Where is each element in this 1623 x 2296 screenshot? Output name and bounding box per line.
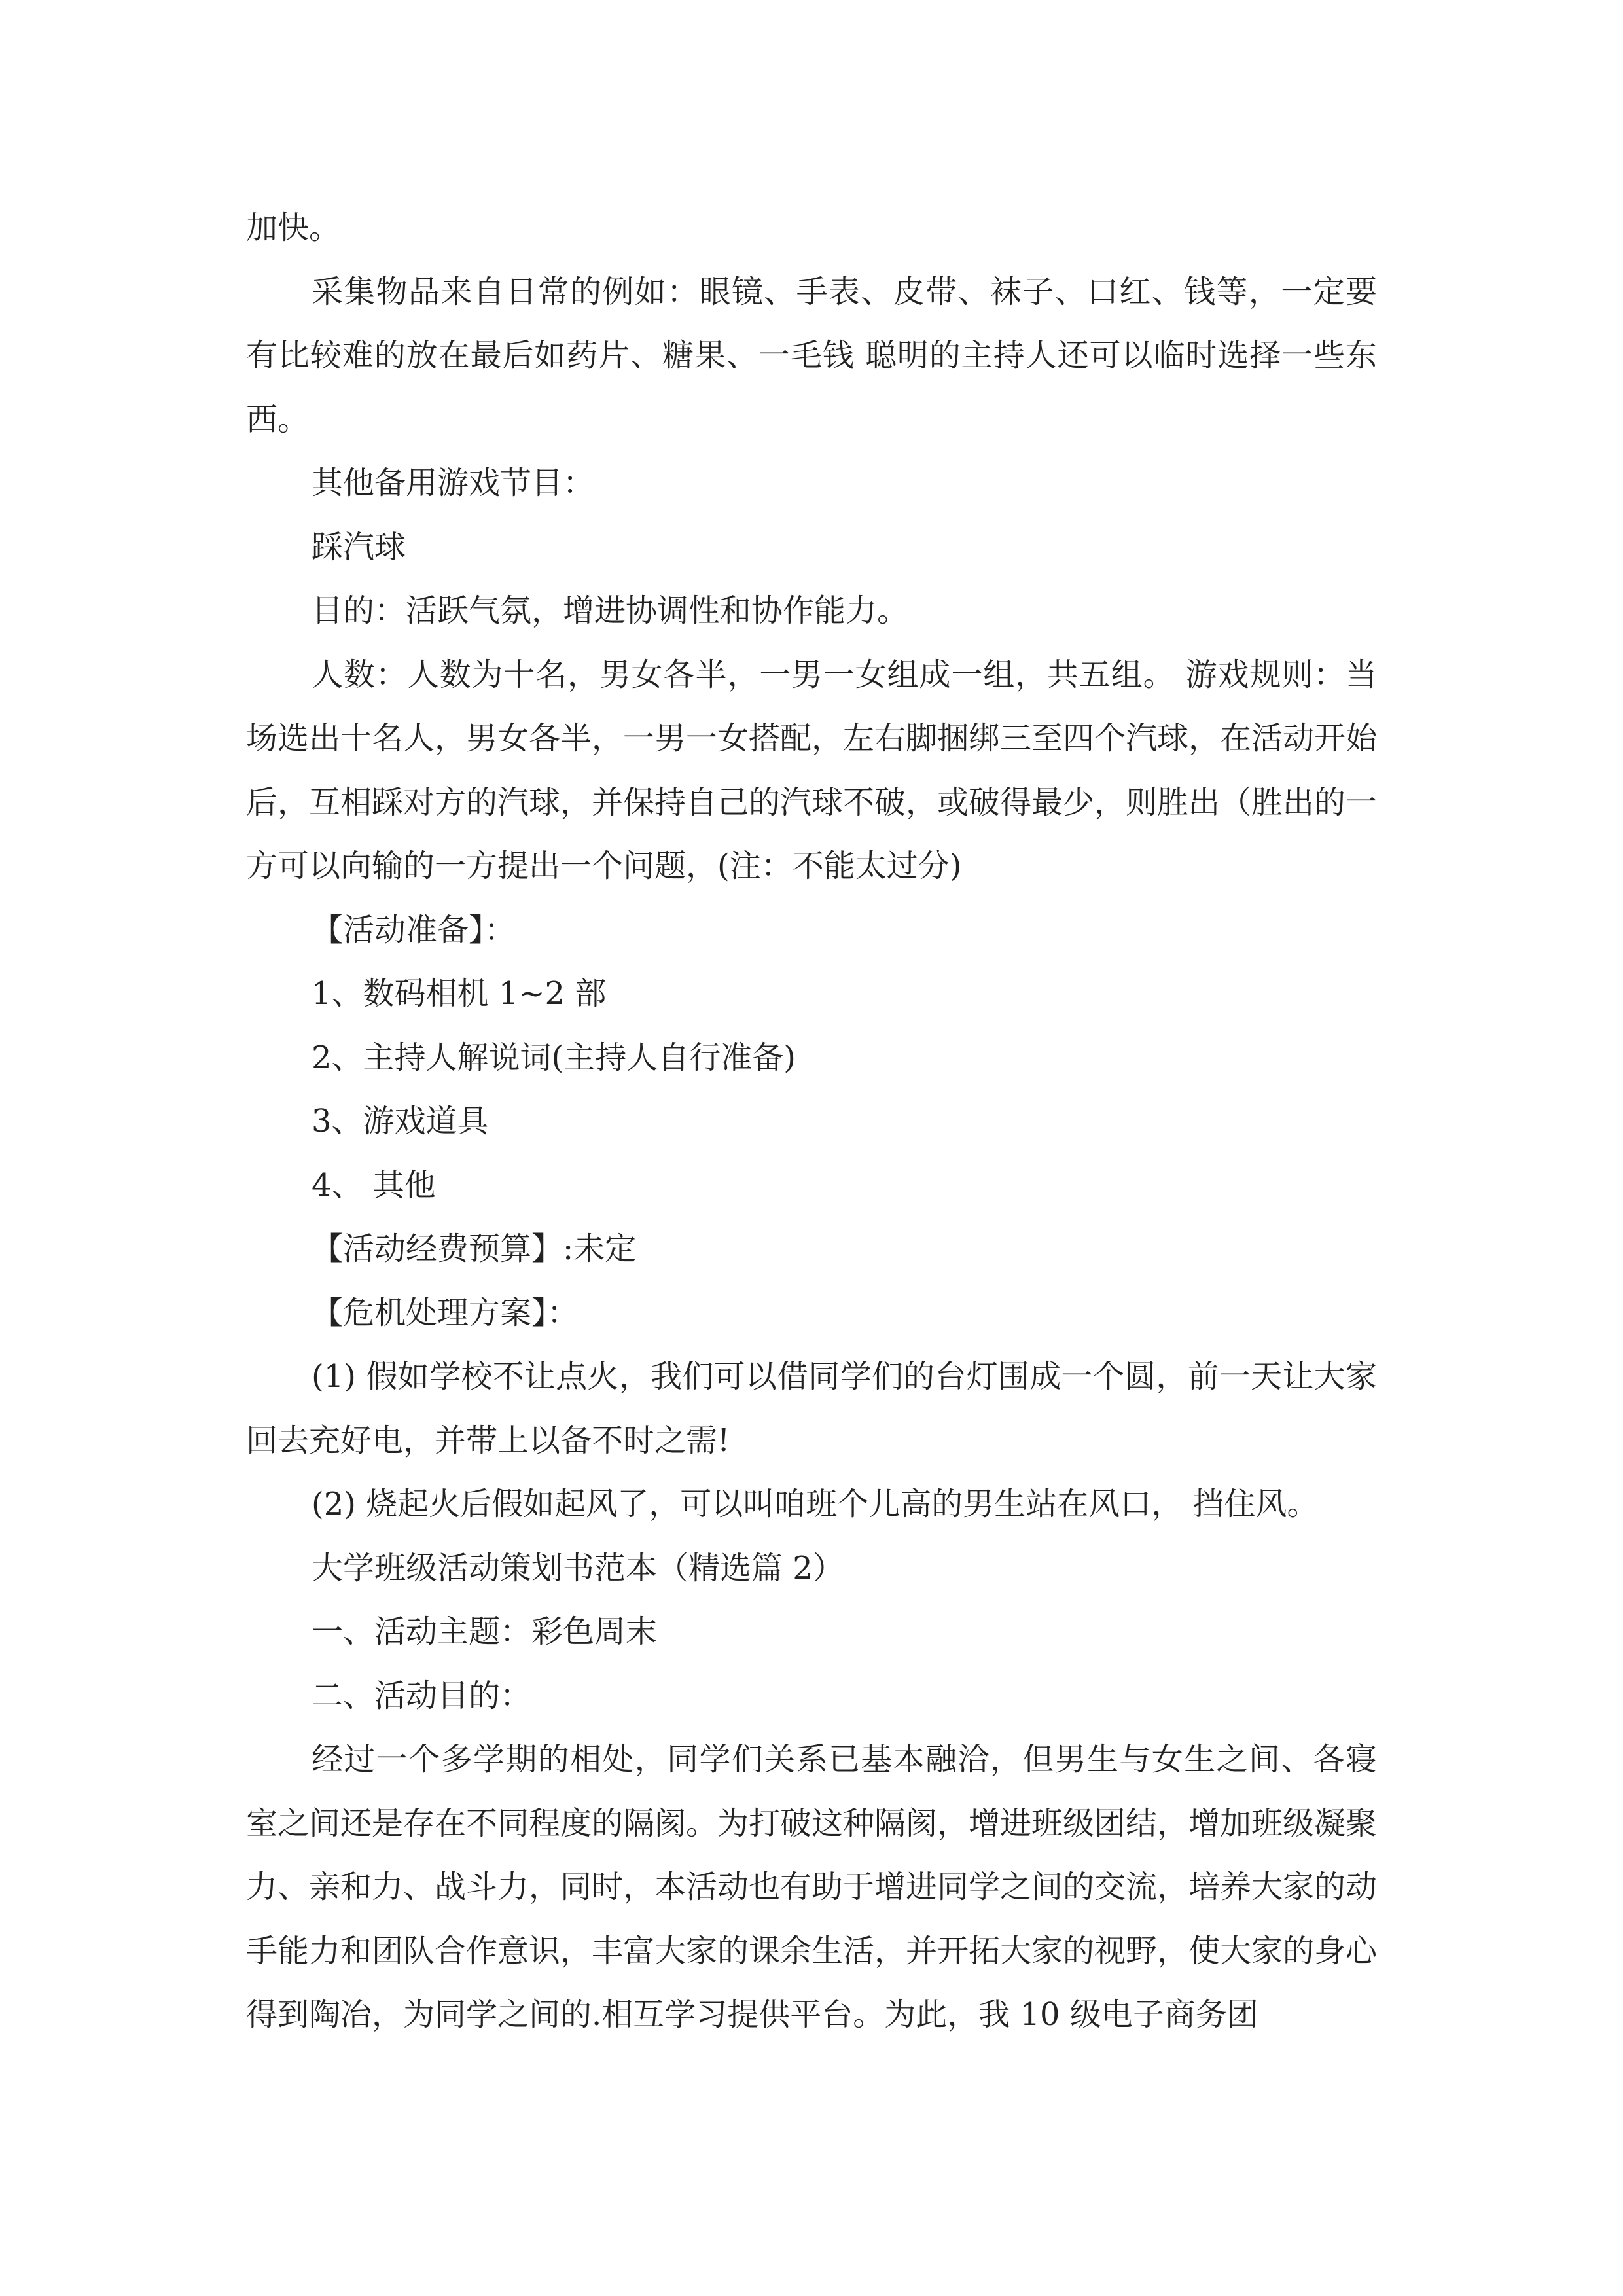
document-body — [246, 196, 1377, 2047]
paragraph: 踩汽球 — [312, 528, 406, 565]
section-heading: 【危机处理方案】： — [312, 1294, 579, 1331]
paragraph: 人数：人数为十名，男女各半，一男一女组成一组，共五组。 游戏规则：当场选出十名人，男女各半，一男一女搭配，左右脚捆绑三至四个汽球，在活动开始后，互相踩对方的汽球，并保持自己的汽球不破，或破得最少，则胜出（胜出的一方可以向输的一方提出一个问题，(注：不能太过分) — [246, 656, 1378, 884]
list-item: 3、游戏道具 — [312, 1103, 489, 1139]
paragraph: (1) 假如学校不让点火，我们可以借同学们的台灯围成一个圆，前一天让大家回去充好电，并带上以备不时之需! — [246, 1358, 1377, 1459]
list-item: 4、 其他 — [312, 1166, 436, 1204]
paragraph: (2) 烧起火后假如起风了，可以叫咱班个儿高的男生站在风口， 挡住风。 — [312, 1486, 1319, 1522]
paragraph: 一、活动主题：彩色周末 — [312, 1613, 658, 1650]
section-heading: 【活动经费预算】:未定 — [312, 1230, 637, 1267]
list-item: 2、主持人解说词(主持人自行准备) — [312, 1039, 796, 1076]
paragraph: 目的：活跃气氛，增进协调性和协作能力。 — [312, 592, 909, 629]
paragraph: 加快。 — [246, 209, 341, 246]
paragraph: 经过一个多学期的相处，同学们关系已基本融洽，但男生与女生之间、各寝室之间还是存在不同程度的隔阂。为打破这种隔阂，增进班级团结，增加班级凝聚力、亲和力、战斗力，同时，本活动也有助于增进同学之间的交流，培养大家的动手能力和团队合作意识，丰富大家的课余生活，并开拓大家的视野，使大家的身心得到陶冶，为同学之间的.相互学习提供平台。为此，我 10 级电子商务团 — [246, 1741, 1378, 2033]
paragraph: 其他备用游戏节目： — [312, 465, 595, 501]
list-item: 1、数码相机 1~2 部 — [312, 975, 607, 1012]
paragraph: 二、活动目的： — [312, 1677, 532, 1714]
section-heading: 大学班级活动策划书范本（精选篇 2） — [312, 1549, 844, 1587]
section-heading: 【活动准备】： — [312, 911, 516, 948]
paragraph: 采集物品来自日常的例如：眼镜、手表、皮带、袜子、口红、钱等，一定要有比较难的放在最后如药片、糖果、一毛钱 聪明的主持人还可以临时选择一些东西。 — [246, 273, 1377, 438]
